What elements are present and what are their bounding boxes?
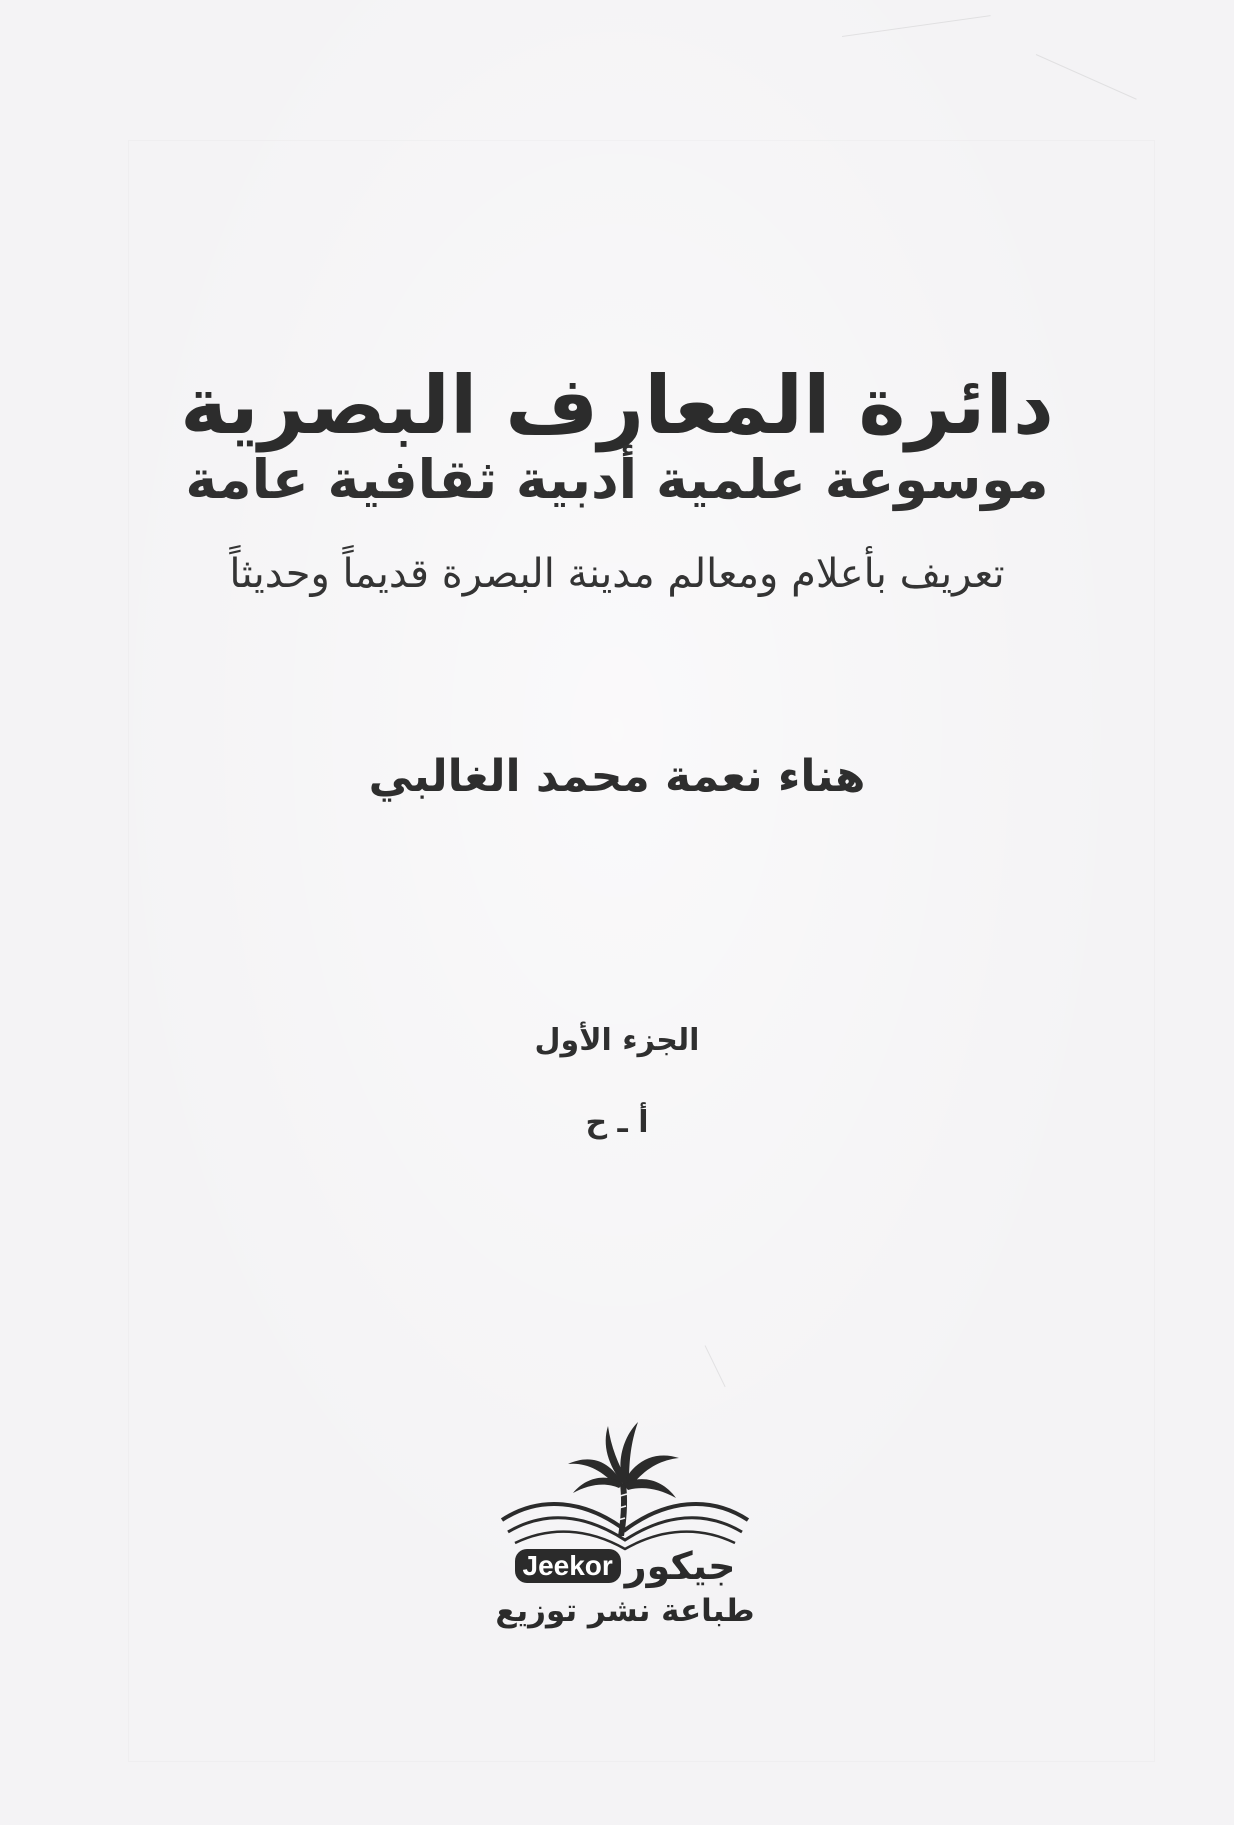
publisher-tagline: طباعة نشر توزيع [495,1593,755,1629]
book-description: تعريف بأعلام ومعالم مدينة البصرة قديماً وحديثاً [229,551,1005,597]
book-title: دائرة المعارف البصرية [180,358,1054,452]
author-name: هناء نعمة محمد الغالبي [368,751,866,802]
publisher-name [490,1545,760,1587]
paper-scratch-mark [842,15,991,37]
publisher-logo [490,1400,760,1650]
paper-scratch-mark [705,1345,726,1387]
book-subtitle: موسوعة علمية أدبية ثقافية عامة [185,448,1049,511]
volume-range: أ ـ ح [585,1105,649,1140]
paper-scratch-mark [1036,54,1137,100]
volume-label: الجزء الأول [534,1023,700,1058]
publisher-name-latin: Jeekor [515,1549,621,1582]
publisher-name-arabic: جيكور [624,1544,736,1588]
